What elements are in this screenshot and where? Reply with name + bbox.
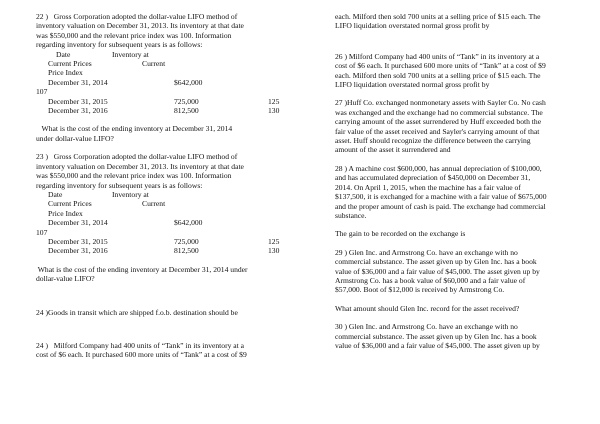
table-subheader: Price Index bbox=[48, 68, 83, 78]
text-line: commercial substance. The asset given up by Glen Inc. has a book bbox=[335, 257, 537, 267]
table-cell: December 31, 2016 bbox=[48, 106, 108, 116]
stray-number: 107 bbox=[36, 87, 48, 97]
question-28-prompt: The gain to be recorded on the exchange is bbox=[335, 229, 466, 239]
question-text: under dollar-value LIFO? bbox=[36, 133, 114, 143]
inventory-table bbox=[36, 50, 149, 59]
question-28 bbox=[335, 164, 585, 220]
table-subheader: Current Prices bbox=[48, 199, 92, 209]
text-line: asset. Huff should recognize the difference between the carrying bbox=[335, 136, 531, 146]
text-line: value of $36,000 and a fair value of $45,000. The asset given up by bbox=[335, 340, 540, 350]
question-27 bbox=[335, 98, 585, 154]
table-row bbox=[36, 78, 202, 87]
text-line: value of $36,000 and a fair value of $45,000. The asset given up by bbox=[335, 266, 540, 276]
table-cell: December 31, 2015 bbox=[48, 236, 108, 246]
inventory-table bbox=[36, 190, 149, 199]
table-subheader: Price Index bbox=[48, 208, 83, 218]
table-cell: 812,500 bbox=[174, 106, 199, 116]
text-line: 27 )Huff Co. exchanged nonmonetary assets with Sayler Co. No cash bbox=[335, 98, 546, 108]
table-row bbox=[36, 237, 279, 246]
left-column bbox=[36, 12, 296, 360]
inventory-rows bbox=[36, 97, 279, 116]
text-line: 23 ) Gross Corporation adopted the dollar-value LIFO method of bbox=[36, 152, 238, 162]
text-line: 29 ) Glen Inc. and Armstrong Co. have an exchange with no bbox=[335, 247, 518, 257]
text-line: each. Milford then sold 700 units at a selling price of $15 each. The bbox=[335, 70, 541, 80]
question-26 bbox=[335, 52, 585, 90]
table-row bbox=[36, 106, 279, 115]
text-line: was exchanged and the exchange had no commercial substance. The bbox=[335, 107, 543, 117]
text-line: $137,500, it is exchanged for a machine with a fair value of $675,000 bbox=[335, 192, 547, 202]
text-line: and the proper amount of cash is paid. The exchange had commercial bbox=[335, 201, 546, 211]
text-line: cost of $6 each. It purchased 600 more units of “Tank” at a cost of $9 bbox=[335, 61, 546, 71]
table-cell: 130 bbox=[268, 106, 280, 116]
question-24b bbox=[36, 341, 296, 360]
text-line: 28 ) A machine cost $600,000, has annual depreciation of $100,000, bbox=[335, 163, 542, 173]
table-row bbox=[36, 218, 202, 227]
question-text: What is the cost of the ending inventory at December 31, 2014 bbox=[36, 124, 233, 134]
text-line: inventory valuation on December 31, 2013. Its inventory at that date bbox=[36, 161, 244, 171]
text-line: fair value of the asset received and Sayler's carrying amount of that bbox=[335, 126, 540, 136]
question-29-prompt: What amount should Glen Inc. record for the asset received? bbox=[335, 303, 520, 313]
question-text: dollar-value LIFO? bbox=[36, 274, 95, 284]
table-row bbox=[36, 246, 279, 255]
inventory-subheader bbox=[36, 59, 165, 68]
table-header: Inventory at bbox=[112, 189, 149, 199]
inventory-rows bbox=[36, 218, 202, 227]
text-line: Armstrong Co. has a book value of $60,000 and a fair value of bbox=[335, 275, 526, 285]
table-header: Inventory at bbox=[112, 49, 149, 59]
table-cell: $642,000 bbox=[174, 77, 203, 87]
table-header: Date bbox=[48, 189, 63, 199]
table-subheader: Current bbox=[142, 59, 166, 69]
inventory-rows bbox=[36, 237, 279, 256]
table-cell: December 31, 2016 bbox=[48, 246, 108, 256]
table-cell: 725,000 bbox=[174, 236, 199, 246]
table-cell: 125 bbox=[268, 96, 280, 106]
question-24: 24 )Goods in transit which are shipped f.o.b. destination should be bbox=[36, 307, 238, 317]
text-line: 22 ) Gross Corporation adopted the dollar-value LIFO method of bbox=[36, 12, 238, 21]
text-line: 2014. On April 1, 2015, when the machine has a fair value of bbox=[335, 182, 521, 192]
text-line: carrying amount of the asset surrendered by Huff exceeded both the bbox=[335, 117, 542, 127]
table-cell: December 31, 2014 bbox=[48, 77, 108, 87]
table-cell: 130 bbox=[268, 246, 280, 256]
table-header: Date bbox=[56, 49, 71, 59]
table-cell: December 31, 2015 bbox=[48, 96, 108, 106]
question-23 bbox=[36, 152, 296, 283]
inventory-subheader bbox=[36, 199, 165, 208]
text-line: and has accumulated depreciation of $450,000 on December 31, bbox=[335, 173, 531, 183]
table-cell: 125 bbox=[268, 236, 280, 246]
text-line: 26 ) Milford Company had 400 units of “Tank” in its inventory at a bbox=[335, 51, 540, 61]
text-line: was $550,000 and the relevant price index was 100. Information bbox=[36, 30, 232, 40]
text-line: 24 ) Milford Company had 400 units of “Tank” in its inventory at a bbox=[36, 340, 245, 350]
table-cell: 812,500 bbox=[174, 246, 199, 256]
text-line: LIFO liquidation overstated normal gross profit by bbox=[335, 80, 490, 90]
table-cell: $642,000 bbox=[174, 218, 203, 228]
text-line: $57,000. Boot of $12,000 is received by Armstrong Co. bbox=[335, 285, 505, 295]
text-line: cost of $6 each. It purchased 600 more units of “Tank” at a cost of $9 bbox=[36, 350, 247, 360]
table-subheader: Current bbox=[142, 199, 166, 209]
text-line: each. Milford then sold 700 units at a selling price of $15 each. The bbox=[335, 12, 541, 21]
question-text: What is the cost of the ending inventory at December 31, 2014 under bbox=[36, 264, 248, 274]
stray-number: 107 bbox=[36, 227, 48, 237]
table-cell: 725,000 bbox=[174, 96, 199, 106]
text-line: regarding inventory for subsequent years is as follows: bbox=[36, 180, 203, 190]
text-line: 30 ) Glen Inc. and Armstrong Co. have an exchange with no bbox=[335, 322, 518, 332]
text-line: inventory valuation on December 31, 2013. Its inventory at that date bbox=[36, 21, 244, 31]
text-line: substance. bbox=[335, 210, 367, 220]
question-30 bbox=[335, 322, 585, 350]
right-column bbox=[335, 12, 585, 350]
text-line: regarding inventory for subsequent years is as follows: bbox=[36, 40, 203, 50]
inventory-rows bbox=[36, 78, 202, 87]
question-25-continued bbox=[335, 12, 585, 31]
table-cell: December 31, 2014 bbox=[48, 218, 108, 228]
table-row bbox=[36, 97, 279, 106]
text-line: was $550,000 and the relevant price index was 100. Information bbox=[36, 171, 232, 181]
question-22 bbox=[36, 12, 296, 143]
text-line: commercial substance. The asset given up by Glen Inc. has a book bbox=[335, 331, 537, 341]
text-line: amount of the asset it surrendered and bbox=[335, 145, 451, 155]
text-line: LIFO liquidation overstated normal gross profit by bbox=[335, 21, 490, 31]
table-subheader: Current Prices bbox=[48, 59, 92, 69]
question-29 bbox=[335, 248, 585, 295]
